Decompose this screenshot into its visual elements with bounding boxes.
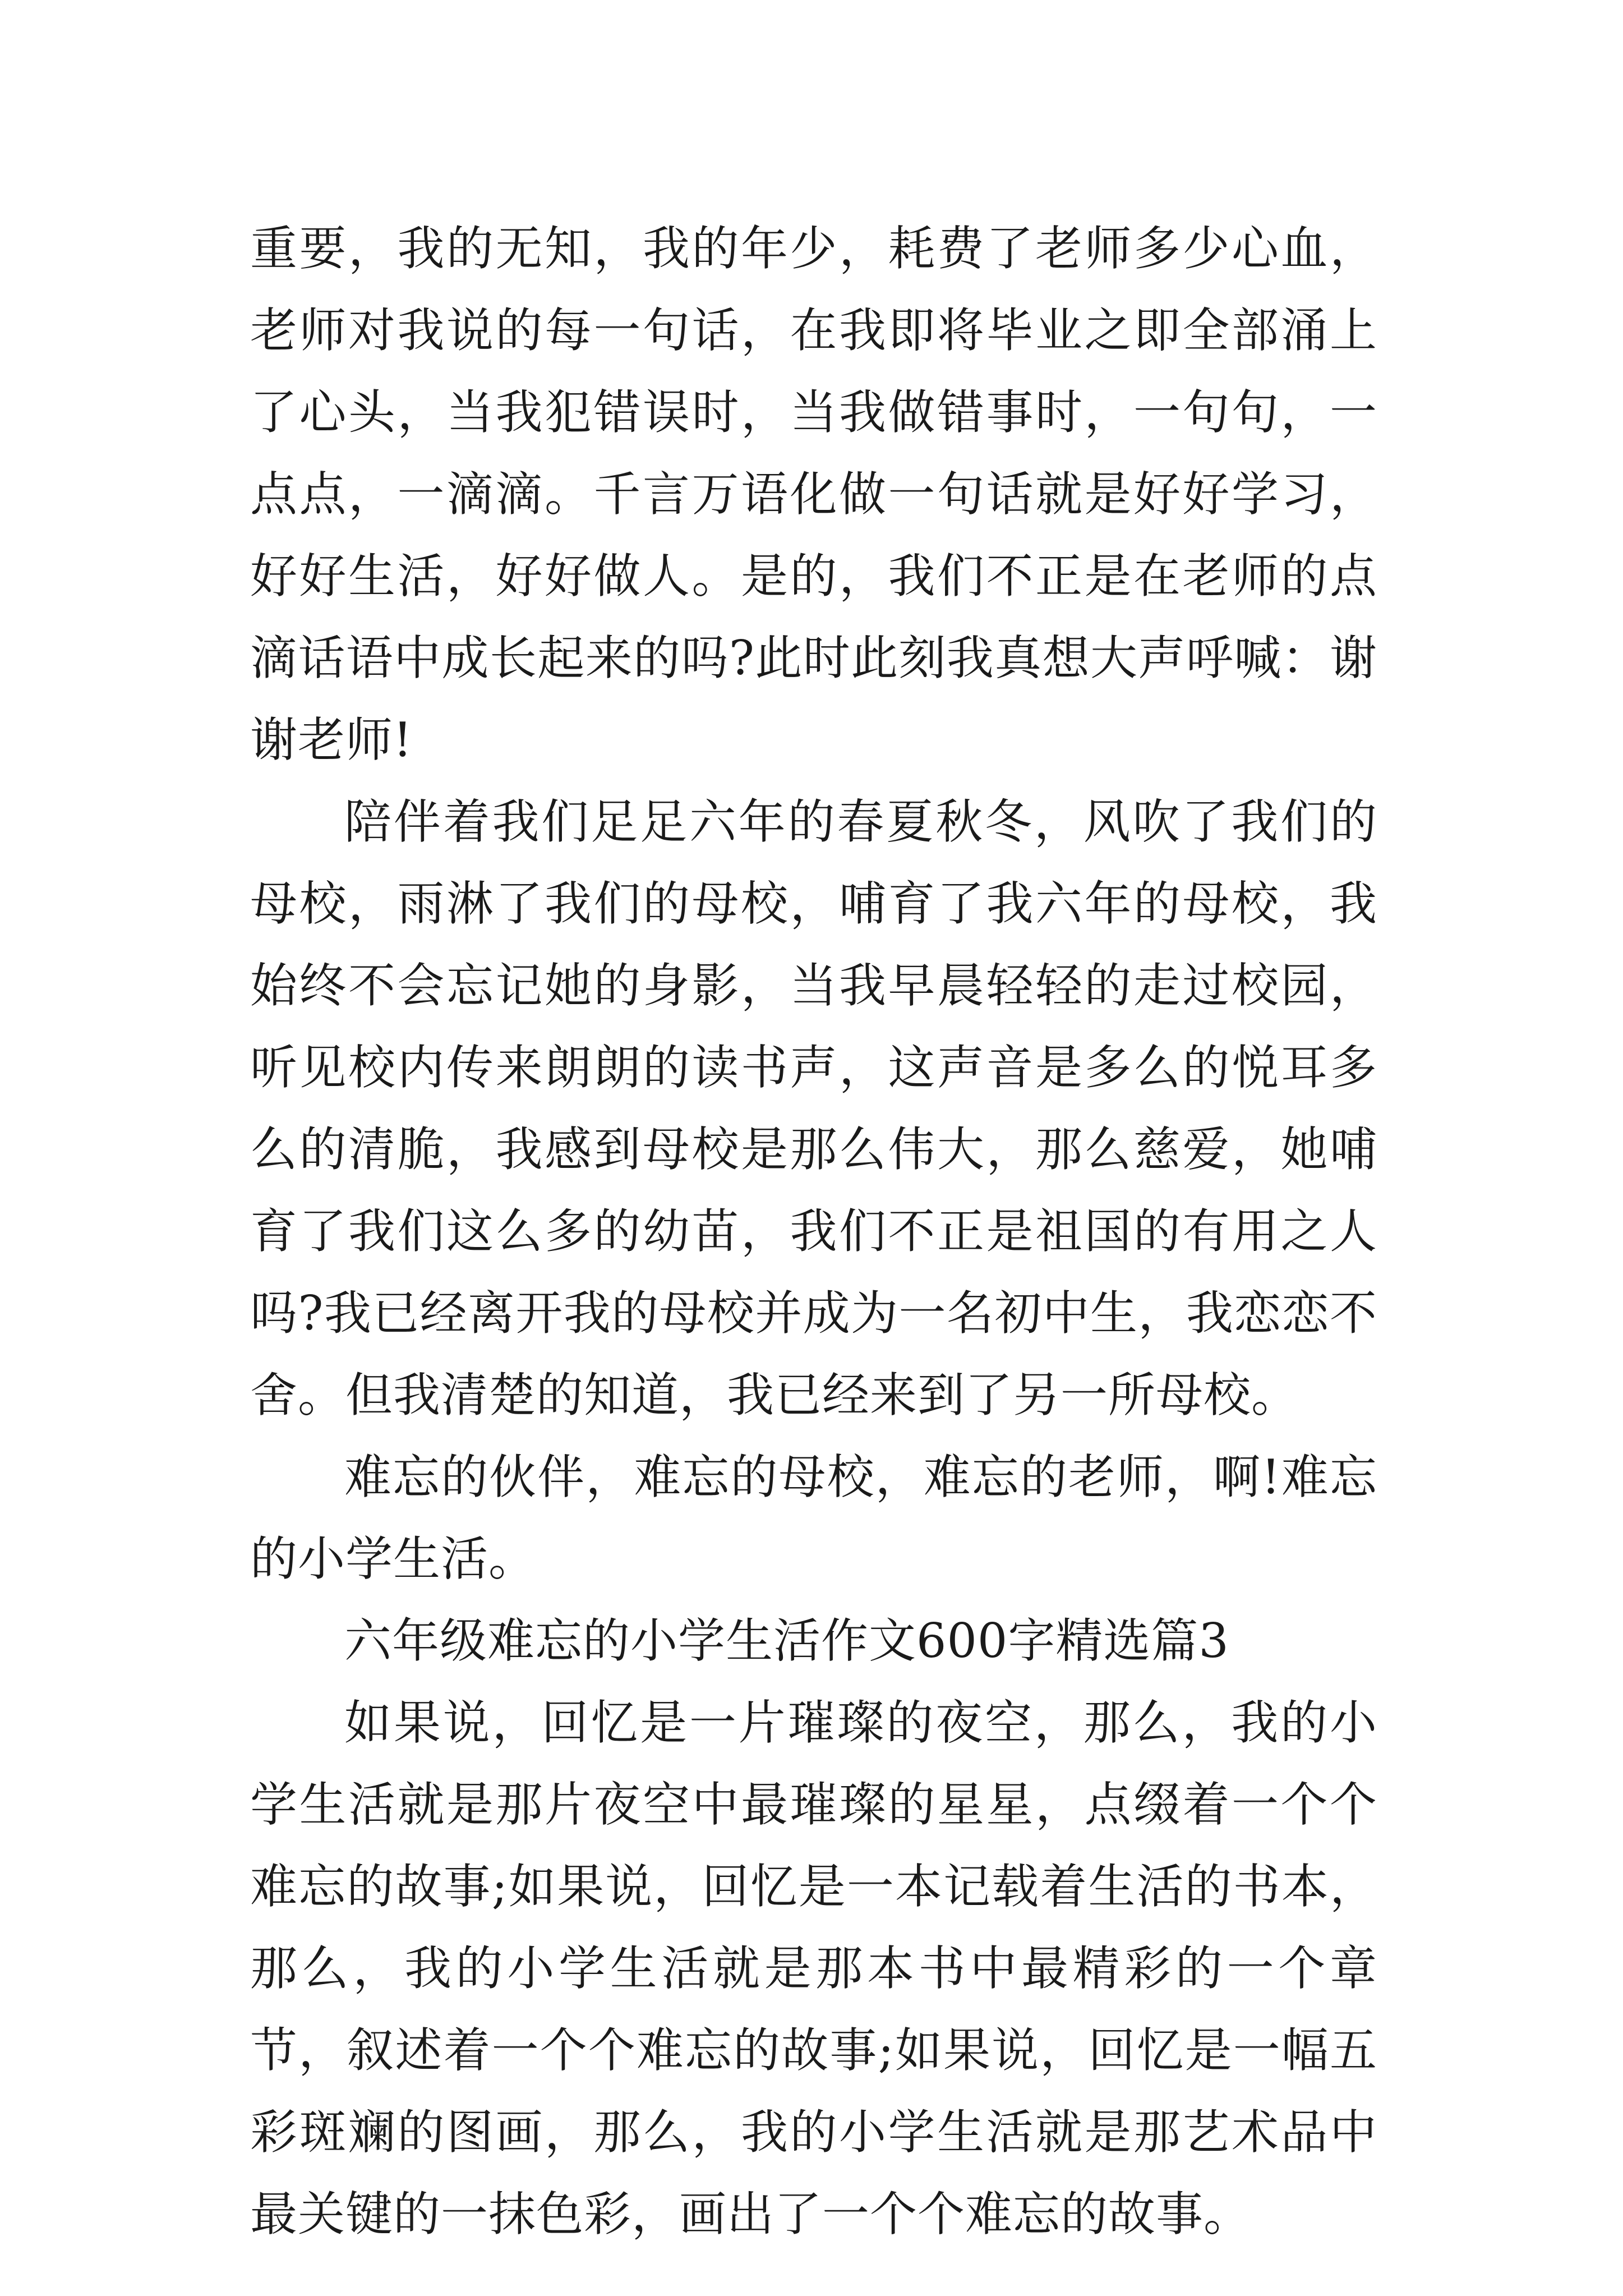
section-heading: 六年级难忘的小学生活作文600字精选篇3 — [344, 1613, 1229, 1668]
paragraph-2: 陪伴着我们足足六年的春夏秋冬，风吹了我们的母校，雨淋了我们的母校，哺育了我六年的母校，我始终不会忘记她的身影，当我早晨轻轻的走过校园，听见校内传来朗朗的读书声，这声音是多么的悦耳多么的清脆，我感到母校是那么伟大，那么慈爱，她哺育了我们这么多的幼苗，我们不正是祖国的有用之人吗?我已经离开我的母校并成为一名初中生，我恋恋不舍。但我清楚的知道，我已经来到了另一所母校。 — [250, 794, 1377, 1423]
paragraph-1: 重要，我的无知，我的年少，耗费了老师多少心血，老师对我说的每一句话，在我即将毕业之即全部涌上了心头，当我犯错误时，当我做错事时，一句句，一点点，一滴滴。千言万语化做一句话就是好好学习，好好生活，好好做人。是的，我们不正是在老师的点滴话语中成长起来的吗?此时此刻我真想大声呼喊：谢谢老师! — [250, 221, 1377, 767]
paragraph-4: 如果说，回忆是一片璀璨的夜空，那么，我的小学生活就是那片夜空中最璀璨的星星，点缀着一个个难忘的故事;如果说，回忆是一本记载着生活的书本，那么，我的小学生活就是那本书中最精彩的一个章节，叙述着一个个难忘的故事;如果说，回忆是一幅五彩斑斓的图画，那么，我的小学生活就是那艺术品中最关键的一抹色彩，画出了一个个难忘的故事。 — [250, 1695, 1377, 2242]
document-body — [250, 208, 1377, 2255]
paragraph-3: 难忘的伙伴，难忘的母校，难忘的老师，啊!难忘的小学生活。 — [250, 1450, 1377, 1586]
